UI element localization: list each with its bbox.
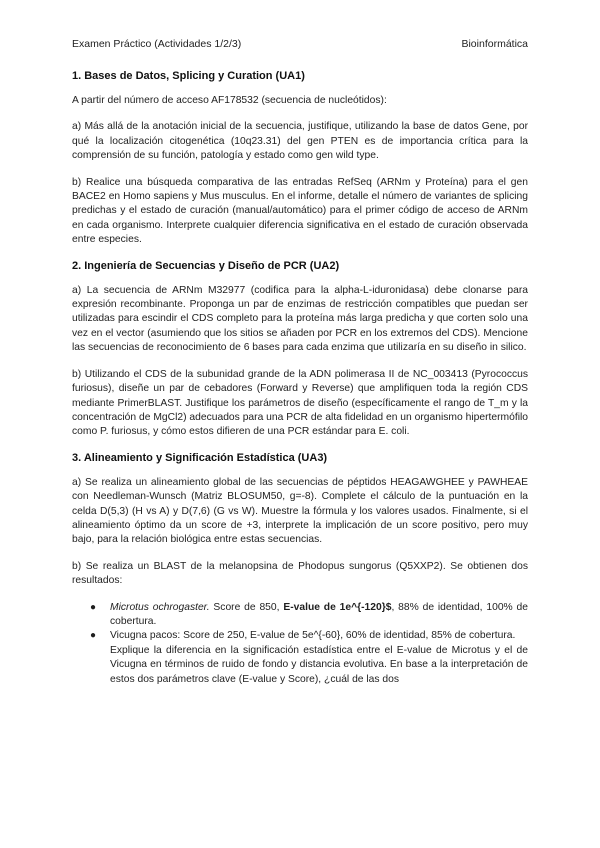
result-text: Vicugna pacos: Score de 250, E-value de 5e^{-60}, 60% de identidad, 85% de cobertura.: [110, 630, 516, 642]
section-3-question-a: a) Se realiza un alineamiento global de las secuencias de péptidos HEAGAWGHEE y PAWHEAE con Needleman-Wunsch (Matriz BLOSUM50, g=-8). Complete el cálculo de la puntuación en la celda D(5,3) (H vs A) y D(7,6) (G vs W). Muestre la fórmula y los valores usados. Finalmente, si el alineamiento óptimo da un score de +3, interprete la implicación de un score positivo, pero muy bajo, para la relación biológica entre estas secuencias.: [72, 476, 528, 546]
bullet-icon: ●: [90, 630, 97, 642]
section-1-question-b: b) Realice una búsqueda comparativa de las entradas RefSeq (ARNm y Proteína) para el gen BACE2 en Homo sapiens y Mus musculus. En el informe, detalle el número de variantes de splicing predichas y el estado de curación (manual/automático) para el primer código de acceso de ARNm en cada organismo. Interprete cualquier diferencia significativa en el estado de curación observada entre especies.: [72, 176, 528, 246]
bullet-icon: ●: [90, 601, 97, 613]
blast-results-list: [72, 601, 528, 687]
list-item: [90, 601, 528, 630]
section-3-title: 3. Alineamiento y Significación Estadística (UA3): [72, 451, 328, 464]
section-3-question-b: b) Se realiza un BLAST de la melanopsina de Phodopus sungorus (Q5XXP2). Se obtienen dos resultados:: [72, 560, 528, 587]
page-header: [72, 38, 528, 50]
header-subject: Bioinformática: [461, 38, 528, 50]
explanation-text: Explique la diferencia en la significación estadística entre el E-value de Microtus y el de Vicugna en términos de ruido de fondo y distancia evolutiva. En base a la interpretación de estos dos parámetros clave (E-value y Score), ¿cuál de las dos: [110, 644, 528, 685]
section-1-question-a: a) Más allá de la anotación inicial de la secuencia, justifique, utilizando la base de datos Gene, por qué la localización citogenética (10q23.31) del gen PTEN es de importancia crítica para la comprensión de su función, patología y estado como gen wild type.: [72, 121, 528, 162]
section-2-title: 2. Ingeniería de Secuencias y Diseño de PCR (UA2): [72, 259, 340, 272]
header-title: Examen Práctico (Actividades 1/2/3): [72, 38, 242, 50]
section-2-question-b: b) Utilizando el CDS de la subunidad grande de la ADN polimerasa II de NC_003413 (Pyrococcus furiosus), diseñe un par de cebadores (Forward y Reverse) que amplifiquen toda la región CDS mediante PrimerBLAST. Justifique los parámetros de diseño (específicamente el rango de T_m y la concentración de MgCl2) adecuados para una PCR de alta fidelidad en un organismo hipertermófilo como P. furiosus, y cómo estos difieren de una PCR estándar para E. coli.: [72, 368, 528, 438]
organism-name: Microtus ochrogaster.: [110, 601, 210, 613]
section-1-title: 1. Bases de Datos, Splicing y Curation (UA1): [72, 70, 305, 82]
section-2-question-a: a) La secuencia de ARNm M32977 (codifica para la alpha-L-iduronidasa) debe clonarse para expresión recombinante. Proponga un par de enzimas de restricción compatibles que puedan ser utilizadas para escindir el CDS completo para la proteína más larga predicha y que corten solo una vez en el vector (asumiendo que los sitios se añaden por PCR en los extremos del CDS). Mencione las secuencias de reconocimiento de 6 bases para cada enzima que utilizaría en su diseño in silico.: [72, 284, 528, 354]
section-1-intro: A partir del número de acceso AF178532 (secuencia de nucleótidos):: [72, 95, 387, 106]
evalue-text: E-value de 1e^{-120}$: [283, 601, 392, 613]
score-text: Score de 850,: [209, 601, 284, 613]
identity-text: , 88% de identidad, 100% de cobertura.: [110, 601, 528, 627]
list-item: [90, 629, 528, 687]
